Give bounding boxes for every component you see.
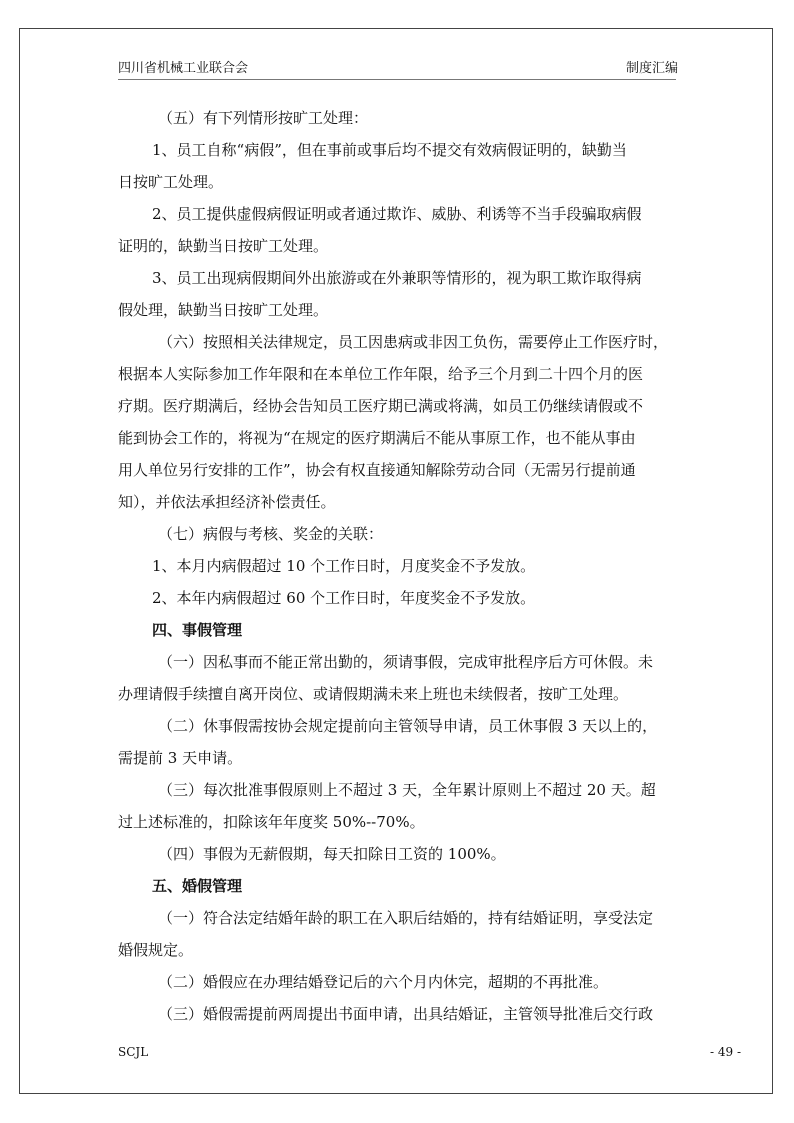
paragraph-line: （一）符合法定结婚年龄的职工在入职后结婚的，持有结婚证明，享受法定 — [158, 909, 654, 927]
header-org: 四川省机械工业联合会 — [118, 61, 249, 76]
paragraph-line: 能到协会工作的，将视为“在规定的医疗期满后不能从事原工作，也不能从事由 — [118, 429, 636, 447]
section-heading-personal-leave: 四、事假管理 — [152, 621, 243, 639]
header-doc-title: 制度汇编 — [626, 61, 679, 76]
paragraph-line: （二）婚假应在办理结婚登记后的六个月内休完，超期的不再批准。 — [158, 973, 609, 991]
paragraph-line: 用人单位另行安排的工作”，协会有权直接通知解除劳动合同（无需另行提前通 — [118, 461, 636, 479]
paragraph-line: 日按旷工处理。 — [118, 173, 224, 191]
section-heading-marriage-leave: 五、婚假管理 — [152, 877, 243, 895]
paragraph-line: 婚假规定。 — [118, 941, 194, 959]
paragraph-line: 知），并依法承担经济补偿责任。 — [118, 493, 336, 511]
paragraph-line: 需提前 3 天申请。 — [118, 749, 243, 767]
paragraph-line: 1、本月内病假超过 10 个工作日时，月度奖金不予发放。 — [152, 557, 536, 575]
paragraph-line: （三）婚假需提前两周提出书面申请，出具结婚证，主管领导批准后交行政 — [158, 1005, 654, 1023]
paragraph-line: 根据本人实际参加工作年限和在本单位工作年限，给予三个月到二十四个月的医 — [118, 365, 644, 383]
paragraph-line: 3、员工出现病假期间外出旅游或在外兼职等情形的，视为职工欺诈取得病 — [152, 269, 642, 287]
paragraph-line: （六）按照相关法律规定，员工因患病或非因工负伤，需要停止工作医疗时， — [158, 333, 669, 351]
page-number: - 49 - — [710, 1045, 742, 1059]
paragraph-line: （四）事假为无薪假期，每天扣除日工资的 100%。 — [158, 845, 506, 863]
footer-code: SCJL — [118, 1045, 149, 1059]
paragraph-line: 1、员工自称“病假”，但在事前或事后均不提交有效病假证明的，缺勤当 — [152, 141, 627, 159]
paragraph-line: 办理请假手续擅自离开岗位、或请假期满未来上班也未续假者，按旷工处理。 — [118, 685, 629, 703]
paragraph-line: （二）休事假需按协会规定提前向主管领导申请，员工休事假 3 天以上的， — [158, 717, 658, 735]
paragraph-line: 证明的，缺勤当日按旷工处理。 — [118, 237, 329, 255]
header-rule — [118, 79, 676, 80]
paragraph-line: （三）每次批准事假原则上不超过 3 天，全年累计原则上不超过 20 天。超 — [158, 781, 656, 799]
section-item-5-heading: （五）有下列情形按旷工处理： — [158, 109, 369, 127]
paragraph-line: 2、本年内病假超过 60 个工作日时，年度奖金不予发放。 — [152, 589, 536, 607]
paragraph-line: 假处理，缺勤当日按旷工处理。 — [118, 301, 329, 319]
section-item-7-heading: （七）病假与考核、奖金的关联： — [158, 525, 384, 543]
paragraph-line: 2、员工提供虚假病假证明或者通过欺诈、威胁、利诱等不当手段骗取病假 — [152, 205, 642, 223]
paragraph-line: 过上述标准的，扣除该年年度奖 50%--70%。 — [118, 813, 425, 831]
paragraph-line: （一）因私事而不能正常出勤的，须请事假，完成审批程序后方可休假。未 — [158, 653, 654, 671]
paragraph-line: 疗期。医疗期满后，经协会告知员工医疗期已满或将满，如员工仍继续请假或不 — [118, 397, 644, 415]
